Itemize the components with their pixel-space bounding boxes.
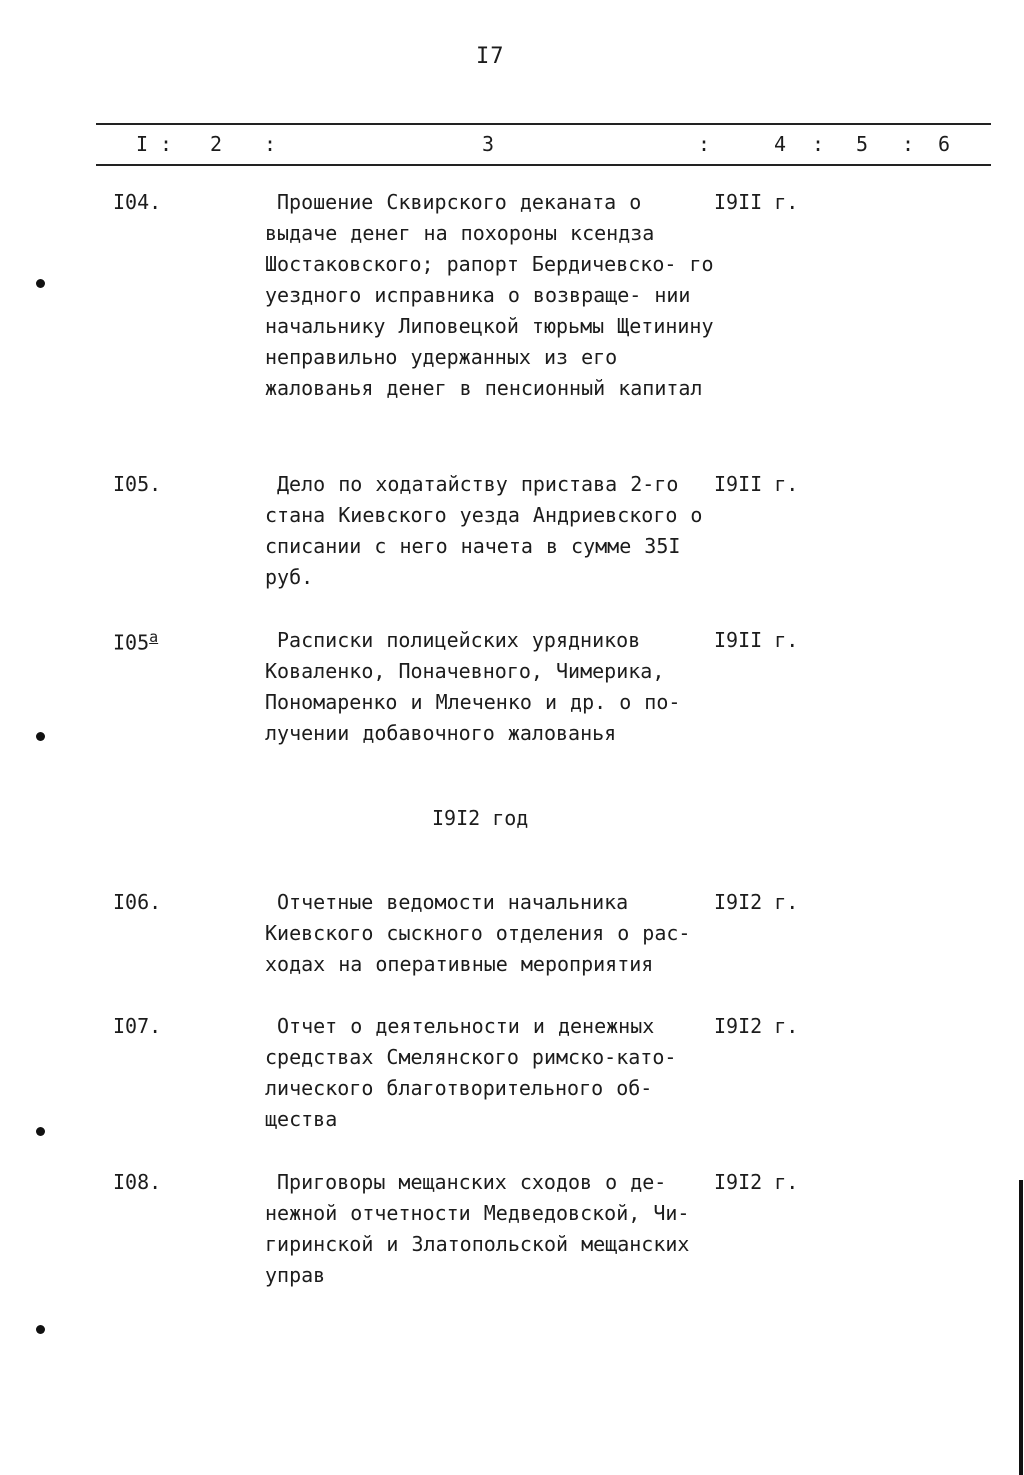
header-rule-top (96, 123, 991, 125)
header-col-4: 4 (774, 132, 787, 156)
entry-description: Приговоры мещанских сходов о де- нежной отчетности Медведовской, Чи- гиринской и Златопольской мещанских управ (265, 1170, 690, 1287)
header-rule-bottom (96, 164, 991, 166)
entry-description: Прошение Сквирского деканата о выдаче денег на похороны ксендза Шостаковского; рапорт Бердичевско- го уездного исправника о возвраще- нии начальнику Липовецкой тюрьмы Щетинину неправильно удержанных из его жалованья денег в пенсионный капитал (265, 190, 714, 400)
binder-hole (36, 279, 45, 288)
entry-number: I04. (113, 190, 162, 214)
header-col-3: 3 (482, 132, 495, 156)
header-col-2: 2 (210, 132, 223, 156)
page-number: I7 (476, 44, 505, 69)
entry-date: I9II г. (714, 628, 799, 652)
entry-date: I9I2 г. (714, 1170, 799, 1194)
binder-hole (36, 732, 45, 741)
binder-hole (36, 1127, 45, 1136)
header-col-5: 5 (856, 132, 869, 156)
entry-number: I05. (113, 472, 162, 496)
header-sep-5: : (902, 132, 915, 156)
scan-edge-mark (1019, 1180, 1023, 1475)
entry-description: Расписки полицейских урядников Коваленко, Поначевного, Чимерика, Пономаренко и Млеченко и др. о по- лучении добавочного жалованья (265, 628, 681, 745)
year-heading: I9I2 год (432, 806, 529, 830)
header-col-1: I (136, 132, 149, 156)
entry-number: I08. (113, 1170, 162, 1194)
entry-date: I9I2 г. (714, 890, 799, 914)
entry-date: I9I2 г. (714, 1014, 799, 1038)
entry-number: I06. (113, 890, 162, 914)
header-col-6: 6 (938, 132, 951, 156)
entry-date: I9II г. (714, 472, 799, 496)
header-sep-2: : (264, 132, 277, 156)
entry-description: Дело по ходатайству пристава 2-го стана Киевского уезда Андриевского о списании с него начета в сумме 35I руб. (265, 472, 703, 589)
entry-date: I9II г. (714, 190, 799, 214)
entry-description: Отчет о деятельности и денежных средствах Смелянского римско-като- лического благотворительного об- щества (265, 1014, 677, 1131)
header-sep-4: : (812, 132, 825, 156)
header-sep-1: : (160, 132, 173, 156)
entry-description: Отчетные ведомости начальника Киевского сыскного отделения о рас- ходах на оперативные мероприятия (265, 890, 691, 976)
entry-number: I07. (113, 1014, 162, 1038)
header-sep-3: : (698, 132, 711, 156)
entry-number-superscript: а (149, 628, 159, 646)
entry-number-main: I05 (113, 630, 150, 655)
binder-hole (36, 1325, 45, 1334)
entry-number (113, 628, 158, 655)
